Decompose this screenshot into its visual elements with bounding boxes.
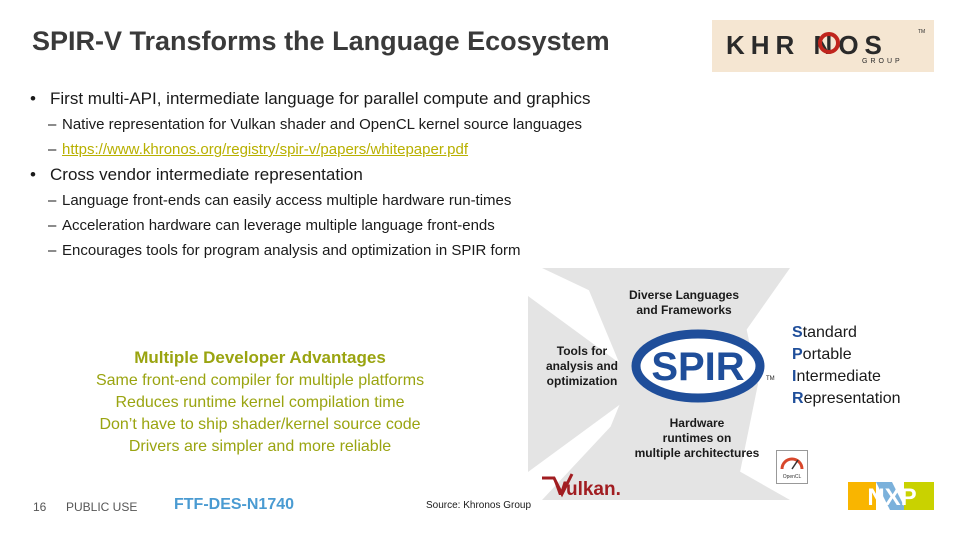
sub-bullet-item: – Acceleration hardware can leverage multiple language front-ends bbox=[30, 213, 730, 238]
spir-logo-text: SPIR bbox=[651, 345, 745, 389]
opencl-logo-text: OpenCL bbox=[782, 474, 802, 480]
sub-bullet-item: – Native representation for Vulkan shader and OpenCL kernel source languages bbox=[30, 112, 730, 137]
nxp-logo-text: NXP bbox=[867, 484, 917, 511]
diagram-left-label: Tools for analysis and optimization bbox=[545, 344, 619, 388]
advantage-line: Drivers are simpler and more reliable bbox=[128, 438, 392, 455]
slide-title: SPIR-V Transforms the Language Ecosystem bbox=[32, 26, 610, 56]
sub-bullet-item: – Encourages tools for program analysis and optimization in SPIR form bbox=[30, 238, 730, 263]
dash-icon: – bbox=[48, 192, 57, 209]
nxp-logo bbox=[846, 478, 938, 519]
advantages-heading: Multiple Developer Advantages bbox=[134, 348, 386, 367]
diagram-top-label: Diverse Languages and Frameworks bbox=[628, 288, 740, 317]
khronos-ring-icon bbox=[818, 32, 840, 54]
page-number: 16 bbox=[33, 500, 47, 514]
diagram-bottom-label: Hardware runtimes on multiple architectures bbox=[634, 416, 760, 460]
spir-acronym bbox=[792, 322, 901, 410]
classification-label: PUBLIC USE bbox=[66, 500, 138, 514]
vulkan-logo bbox=[540, 472, 640, 507]
dash-icon: – bbox=[48, 141, 57, 158]
khronos-logo-tm: TM bbox=[918, 29, 926, 35]
advantage-line: Reduces runtime kernel compilation time bbox=[115, 394, 405, 411]
acronym-line: Standard bbox=[792, 324, 857, 341]
bullet-item: • First multi-API, intermediate language for parallel compute and graphics bbox=[30, 86, 730, 112]
sub-bullet-item: – Language front-ends can easily access multiple hardware run-times bbox=[30, 188, 730, 213]
vulkan-logo-text: Vulkan. bbox=[554, 479, 621, 500]
acronym-line: Intermediate bbox=[792, 368, 881, 385]
dash-icon: – bbox=[48, 217, 57, 234]
opencl-logo bbox=[776, 450, 808, 484]
bullet-dot-icon: • bbox=[30, 165, 36, 184]
opencl-gauge-icon bbox=[782, 459, 802, 469]
spir-logo-tm: TM bbox=[766, 376, 775, 382]
whitepaper-link[interactable]: https://www.khronos.org/registry/spir-v/papers/whitepaper.pdf bbox=[62, 141, 469, 158]
acronym-line: Portable bbox=[792, 346, 852, 363]
session-code: FTF-DES-N1740 bbox=[174, 496, 295, 513]
sub-bullet-item bbox=[30, 137, 730, 162]
advantages-box bbox=[60, 346, 460, 458]
advantage-line: Same front-end compiler for multiple platforms bbox=[95, 372, 425, 389]
khronos-logo-group: GROUP bbox=[862, 58, 903, 65]
bullet-item: • Cross vendor intermediate representation bbox=[30, 162, 730, 188]
bullet-list bbox=[30, 86, 730, 263]
source-note: Source: Khronos Group bbox=[426, 500, 532, 511]
khronos-logo bbox=[712, 20, 934, 72]
acronym-line: Representation bbox=[792, 390, 901, 407]
bullet-dot-icon: • bbox=[30, 89, 36, 108]
spir-diagram bbox=[528, 268, 792, 500]
khronos-logo-word: KHR NOS bbox=[726, 30, 888, 60]
dash-icon: – bbox=[48, 116, 57, 133]
dash-icon: – bbox=[48, 242, 57, 259]
advantage-line: Don’t have to ship shader/kernel source code bbox=[99, 416, 421, 433]
